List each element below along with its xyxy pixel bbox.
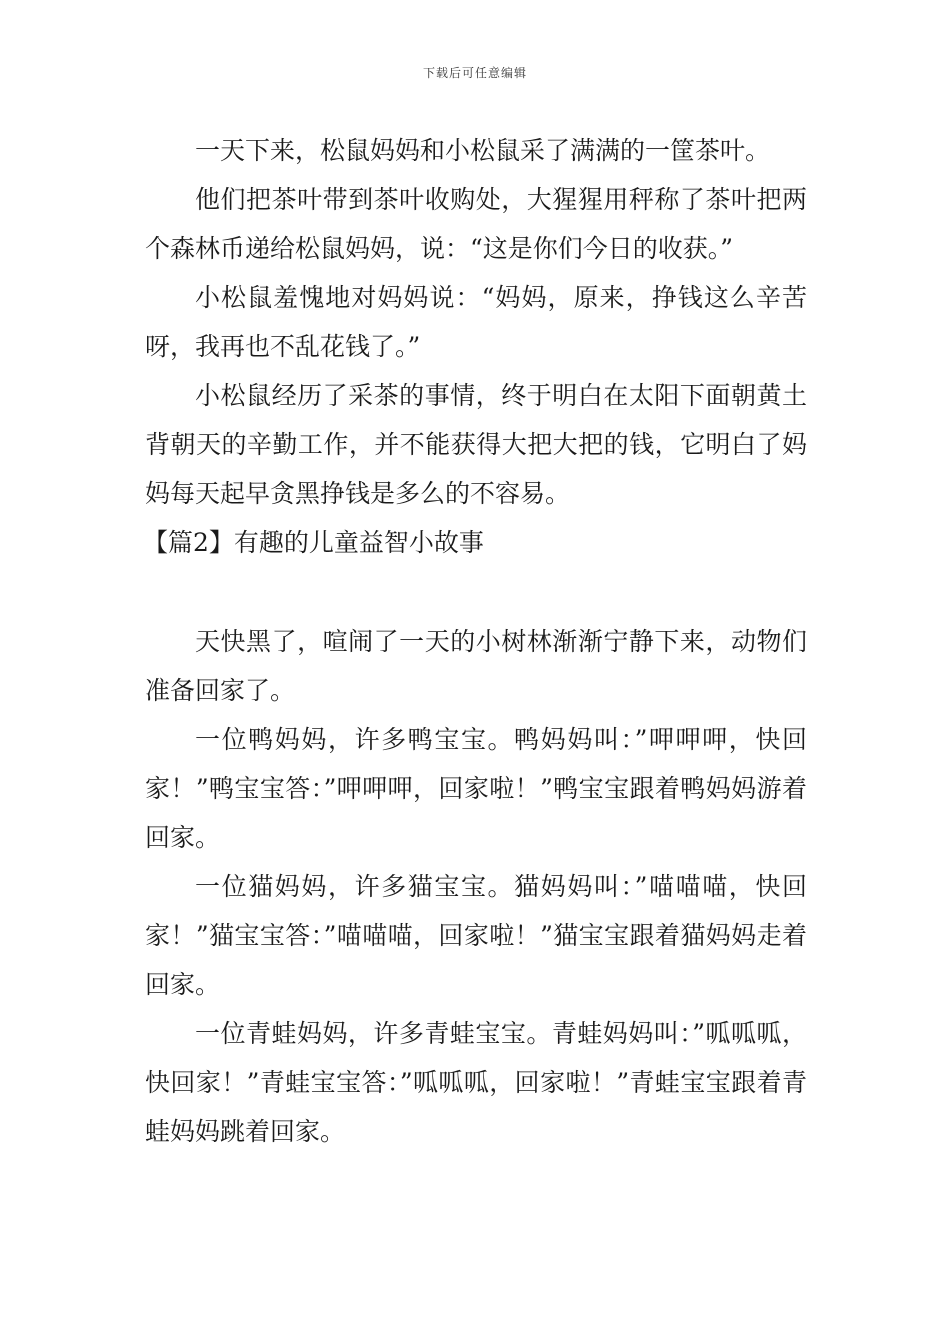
paragraph: 天快黑了，喧闹了一天的小树林渐渐宁静下来，动物们准备回家了。 [145, 627, 807, 705]
paragraph: 他们把茶叶带到茶叶收购处，大猩猩用秤称了茶叶把两个森林币递给松鼠妈妈，说：“这是你们今日的收获。” [145, 185, 807, 263]
paragraph: 一位青蛙妈妈，许多青蛙宝宝。青蛙妈妈叫：”呱呱呱，快回家！”青蛙宝宝答：”呱呱呱，回家啦！”青蛙宝宝跟着青蛙妈妈跳着回家。 [145, 1019, 807, 1146]
paragraph: 一位猫妈妈，许多猫宝宝。猫妈妈叫：”喵喵喵，快回家！”猫宝宝答：”喵喵喵，回家啦！”猫宝宝跟着猫妈妈走着回家。 [145, 872, 807, 999]
paragraph: 一天下来，松鼠妈妈和小松鼠采了满满的一筐茶叶。 [195, 136, 771, 165]
paragraph: 小松鼠经历了采茶的事情，终于明白在太阳下面朝黄土背朝天的辛勤工作，并不能获得大把大把的钱，它明白了妈妈每天起早贪黑挣钱是多么的不容易。 [145, 381, 807, 508]
paragraph: 小松鼠羞愧地对妈妈说：“妈妈，原来，挣钱这么辛苦呀，我再也不乱花钱了。” [145, 283, 807, 361]
page-header: 下载后可任意编辑 [422, 66, 527, 80]
document-body [145, 126, 807, 1156]
section-heading: 【篇2】有趣的儿童益智小故事 [143, 528, 484, 557]
spacer [145, 567, 807, 617]
paragraph: 一位鸭妈妈，许多鸭宝宝。鸭妈妈叫：”呷呷呷，快回家！”鸭宝宝答：”呷呷呷，回家啦！”鸭宝宝跟着鸭妈妈游着回家。 [145, 725, 807, 852]
